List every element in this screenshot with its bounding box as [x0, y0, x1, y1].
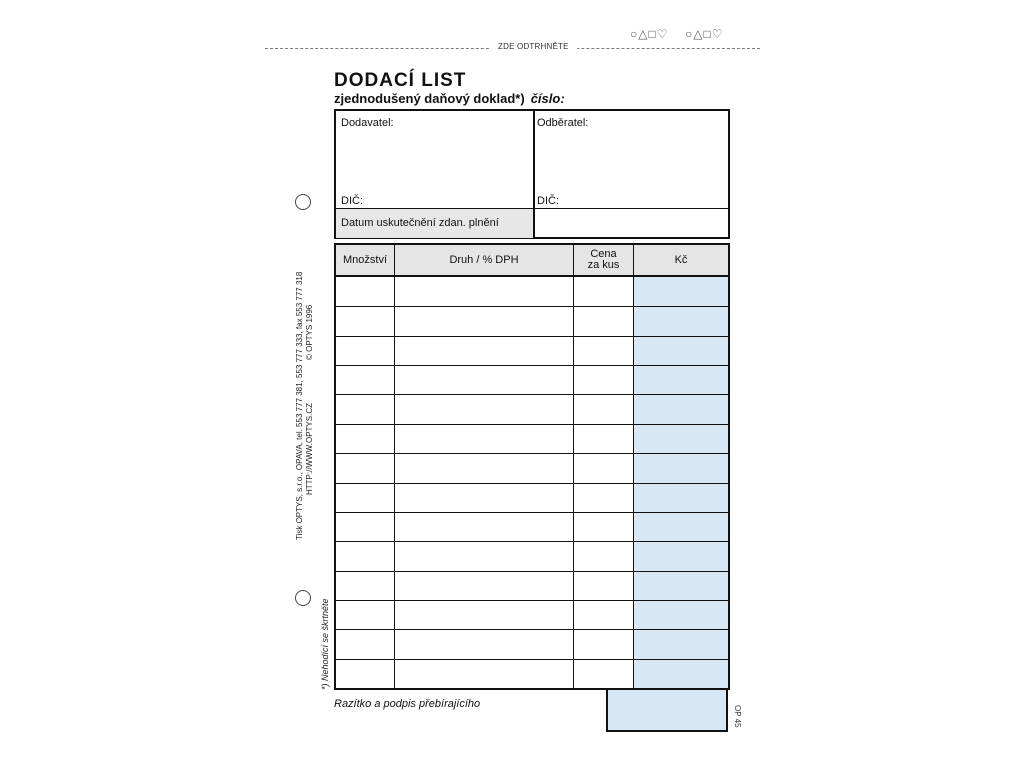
table-row-line	[336, 512, 728, 513]
punch-hole-top	[295, 194, 311, 210]
printer-copyright: © OPTYS 1996	[305, 304, 314, 360]
col-header-type-vat: Druh / % DPH	[395, 245, 573, 277]
subtitle-text: zjednodušený daňový doklad*)	[334, 91, 525, 106]
table-row-line	[336, 629, 728, 630]
customer-vat-rule	[533, 208, 728, 209]
table-row-line	[336, 365, 728, 366]
col-divider	[633, 245, 634, 688]
supplier-vat-label: DIČ:	[341, 195, 363, 207]
table-row-line	[336, 453, 728, 454]
table-row-line	[336, 659, 728, 660]
col-header-quantity: Množství	[336, 245, 394, 277]
table-row-line	[336, 600, 728, 601]
col-header-amount: Kč	[634, 245, 728, 277]
col-header-unit-price: Cena za kus	[574, 245, 633, 277]
table-row-line	[336, 571, 728, 572]
table-row-line	[336, 541, 728, 542]
symbol-row-1: ○△□♡	[630, 27, 669, 41]
stamp-signature-label: Razítko a podpis přebírajícího	[334, 698, 481, 710]
table-row-line	[336, 424, 728, 425]
supplier-label: Dodavatel:	[341, 117, 394, 129]
col-divider	[394, 245, 395, 688]
parties-divider	[533, 111, 535, 237]
tax-date-label: Datum uskutečnění zdan. plnění	[341, 217, 499, 229]
symbol-row-2: ○△□♡	[685, 27, 724, 41]
customer-label: Odběratel:	[537, 117, 589, 129]
table-row-line	[336, 306, 728, 307]
table-row-line	[336, 483, 728, 484]
form-subtitle	[334, 91, 565, 106]
customer-vat-label: DIČ:	[537, 195, 559, 207]
items-table	[334, 243, 730, 690]
tax-date-cell	[336, 208, 533, 238]
total-box	[606, 688, 728, 732]
strike-note: *) Nehodící se škrtněte	[320, 598, 330, 690]
printer-info: Tisk OPTYS, s.r.o., OPAVA, tel. 553 777 381, 553 777 333, fax 553 777 318	[295, 271, 304, 540]
parties-box	[334, 109, 730, 239]
printer-website: HTTP://WWW.OPTYS.CZ	[305, 403, 314, 495]
form-title: DODACÍ LIST	[334, 70, 467, 91]
punch-hole-bottom	[295, 590, 311, 606]
col-divider	[573, 245, 574, 688]
number-label: číslo:	[530, 91, 565, 106]
table-row-line	[336, 394, 728, 395]
form-code: OP 45	[733, 705, 742, 728]
table-row-line	[336, 336, 728, 337]
tear-off-label: ZDE ODTRHNĚTE	[490, 42, 577, 51]
